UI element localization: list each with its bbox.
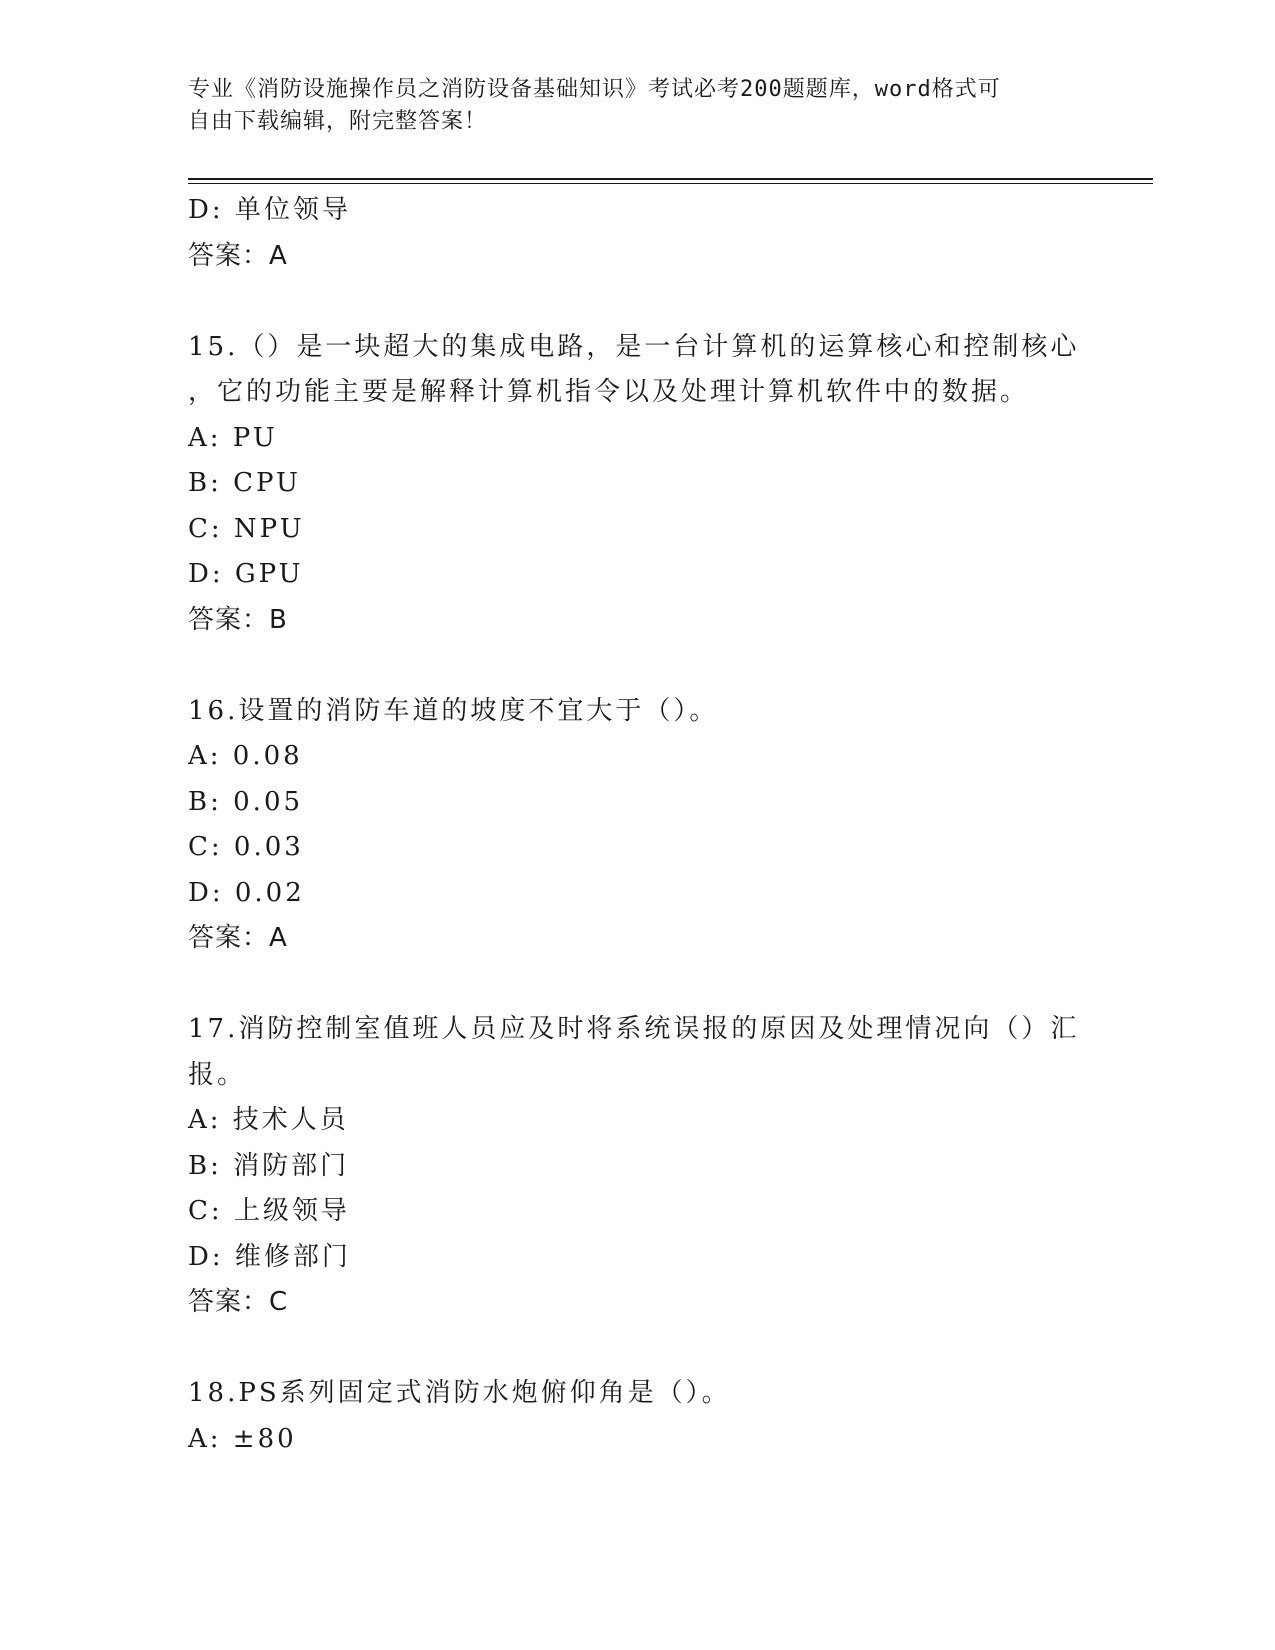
question-stem: 18.PS系列固定式消防水炮俯仰角是（）。 [188,1378,731,1408]
answer: 答案：C [188,1287,289,1317]
question-stem: 17.消防控制室值班人员应及时将系统误报的原因及处理情况向（）汇 [188,1014,1080,1044]
spacer [188,279,1088,325]
option-a: A: PU [188,422,278,453]
option-c: C: 上级领导 [188,1196,350,1226]
document-header [188,74,1088,138]
option-a: A: ±80 [188,1423,297,1454]
option-c: C: 0.03 [188,832,304,862]
spacer [188,1326,1088,1372]
question-stem: 16.设置的消防车道的坡度不宜大于（）。 [188,695,719,726]
question-15 [188,325,1088,644]
header-title-line-2: 自由下载编辑，附完整答案！ [188,109,488,134]
previous-question-tail [188,188,1088,279]
option-d: D: 单位领导 [188,195,351,225]
option-d: D: GPU [188,559,304,589]
answer: 答案：A [188,923,288,953]
question-content [188,188,1088,1462]
option-d: D: 0.02 [188,877,305,908]
header-divider-thin [188,183,1153,184]
option-a: A: 0.08 [188,741,303,771]
question-stem: 15.（）是一块超大的集成电路，是一台计算机的运算核心和控制核心 [188,331,1080,362]
question-stem-continued: ，它的功能主要是解释计算机指令以及处理计算机软件中的数据。 [188,377,1030,407]
option-b: B: CPU [188,468,301,498]
header-divider-thick [188,178,1153,180]
question-stem-continued: 报。 [188,1059,247,1090]
answer: 答案：B [188,604,288,635]
spacer [188,643,1088,689]
question-17 [188,1007,1088,1326]
question-16 [188,689,1088,962]
spacer [188,962,1088,1008]
header-title-line-1: 专业《消防设施操作员之消防设备基础知识》考试必考200题题库，word格式可 [188,77,1001,102]
option-c: C: NPU [188,513,305,544]
option-a: A: 技术人员 [188,1105,349,1135]
option-b: B: 0.05 [188,786,304,817]
question-18 [188,1371,1088,1462]
option-b: B: 消防部门 [188,1150,350,1181]
option-d: D: 维修部门 [188,1241,351,1272]
answer: 答案：A [188,240,288,271]
